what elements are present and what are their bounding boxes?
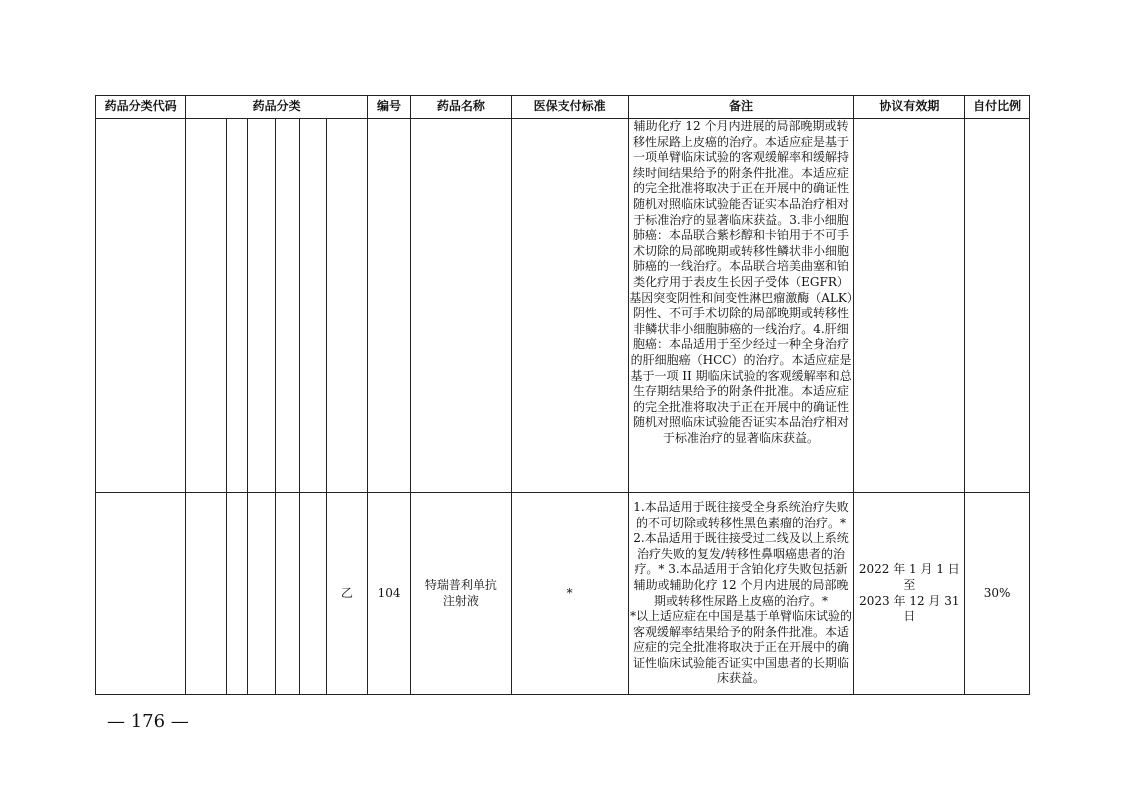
- code-cell: [96, 119, 186, 493]
- drug-table: [95, 95, 1030, 695]
- note-text: 1.本品适用于既往接受全身系统治疗失败的不可切除或转移性黑色素瘤的治疗。* 2.本品适用于既往接受过二线及以上系统治疗失败的复发/转移性鼻咽癌患者的治疗。* 3.本品适用于含铂化疗失败包括新辅助或辅助化疗 12 个月内进展的局部晚期或转移性尿路上皮癌的治疗。* *以上适应症在中国是基于单臂临床试验的客观缓解率结果给予的附条件批准。本适应症的完全批准将取决于正在开展中的确证性临床试验能否证实中国患者的长期临床获益。: [630, 499, 853, 686]
- drug-name-cell: [411, 119, 512, 493]
- note-cell: [628, 119, 854, 493]
- self-pay-cell: [965, 119, 1030, 493]
- validity-cell: 2022 年 1 月 1 日至 2023 年 12 月 31 日: [854, 493, 965, 695]
- category-cell: [275, 119, 300, 493]
- category-cell: [275, 493, 300, 695]
- category-cell: [247, 119, 275, 493]
- note-text: 辅助化疗 12 个月内进展的局部晚期或转移性尿路上皮癌的治疗。本适应症是基于一项单臂临床试验的客观缓解率和缓解持续时间结果给予的附条件批准。本适应症的完全批准将取决于正在开展中的确证性随机对照临床试验能否证实本品治疗相对于标准治疗的显著临床获益。3.非小细胞肺癌：本品联合紫杉醇和卡铂用于不可手术切除的局部晚期或转移性鳞状非小细胞肺癌的一线治疗。本品联合培美曲塞和铂类化疗用于表皮生长因子受体（EGFR）基因突变阴性和间变性淋巴瘤激酶（ALK）阴性、不可手术切除的局部晚期或转移性非鳞状非小细胞肺癌的一线治疗。4.肝细胞癌：本品适用于至少经过一种全身治疗的肝细胞癌（HCC）的治疗。本适应症是基于一项 II 期临床试验的客观缓解率和总生存期结果给予的附条件批准。本适应症的完全批准将取决于正在开展中的确证性随机对照临床试验能否证实本品治疗相对于标准治疗的显著临床获益。: [629, 119, 853, 445]
- number-cell: 104: [368, 493, 411, 695]
- category-class-cell: 乙: [326, 493, 367, 695]
- category-class-cell: [326, 119, 367, 493]
- payment-standard-cell: [511, 119, 628, 493]
- code-cell: [96, 493, 186, 695]
- payment-standard-cell: *: [511, 493, 628, 695]
- category-cell: [300, 493, 327, 695]
- category-cell: [227, 493, 248, 695]
- number-cell: [368, 119, 411, 493]
- header-validity: 协议有效期: [854, 96, 965, 119]
- validity-cell: [854, 119, 965, 493]
- header-row: [96, 96, 1030, 119]
- header-payment-standard: 医保支付标准: [511, 96, 628, 119]
- drug-name-cell: 特瑞普利单抗 注射液: [411, 493, 512, 695]
- category-cell: [300, 119, 327, 493]
- header-note: 备注: [628, 96, 854, 119]
- category-cell: [186, 493, 227, 695]
- note-cell: [628, 493, 854, 695]
- header-number: 编号: [368, 96, 411, 119]
- page-number: — 176 —: [107, 711, 189, 732]
- header-self-pay: 自付比例: [965, 96, 1030, 119]
- category-cell: [186, 119, 227, 493]
- category-cell: [227, 119, 248, 493]
- header-code: 药品分类代码: [96, 96, 186, 119]
- header-category: 药品分类: [186, 96, 368, 119]
- self-pay-cell: 30%: [965, 493, 1030, 695]
- table-row: [96, 119, 1030, 493]
- table-row: [96, 493, 1030, 695]
- category-cell: [247, 493, 275, 695]
- header-name: 药品名称: [411, 96, 512, 119]
